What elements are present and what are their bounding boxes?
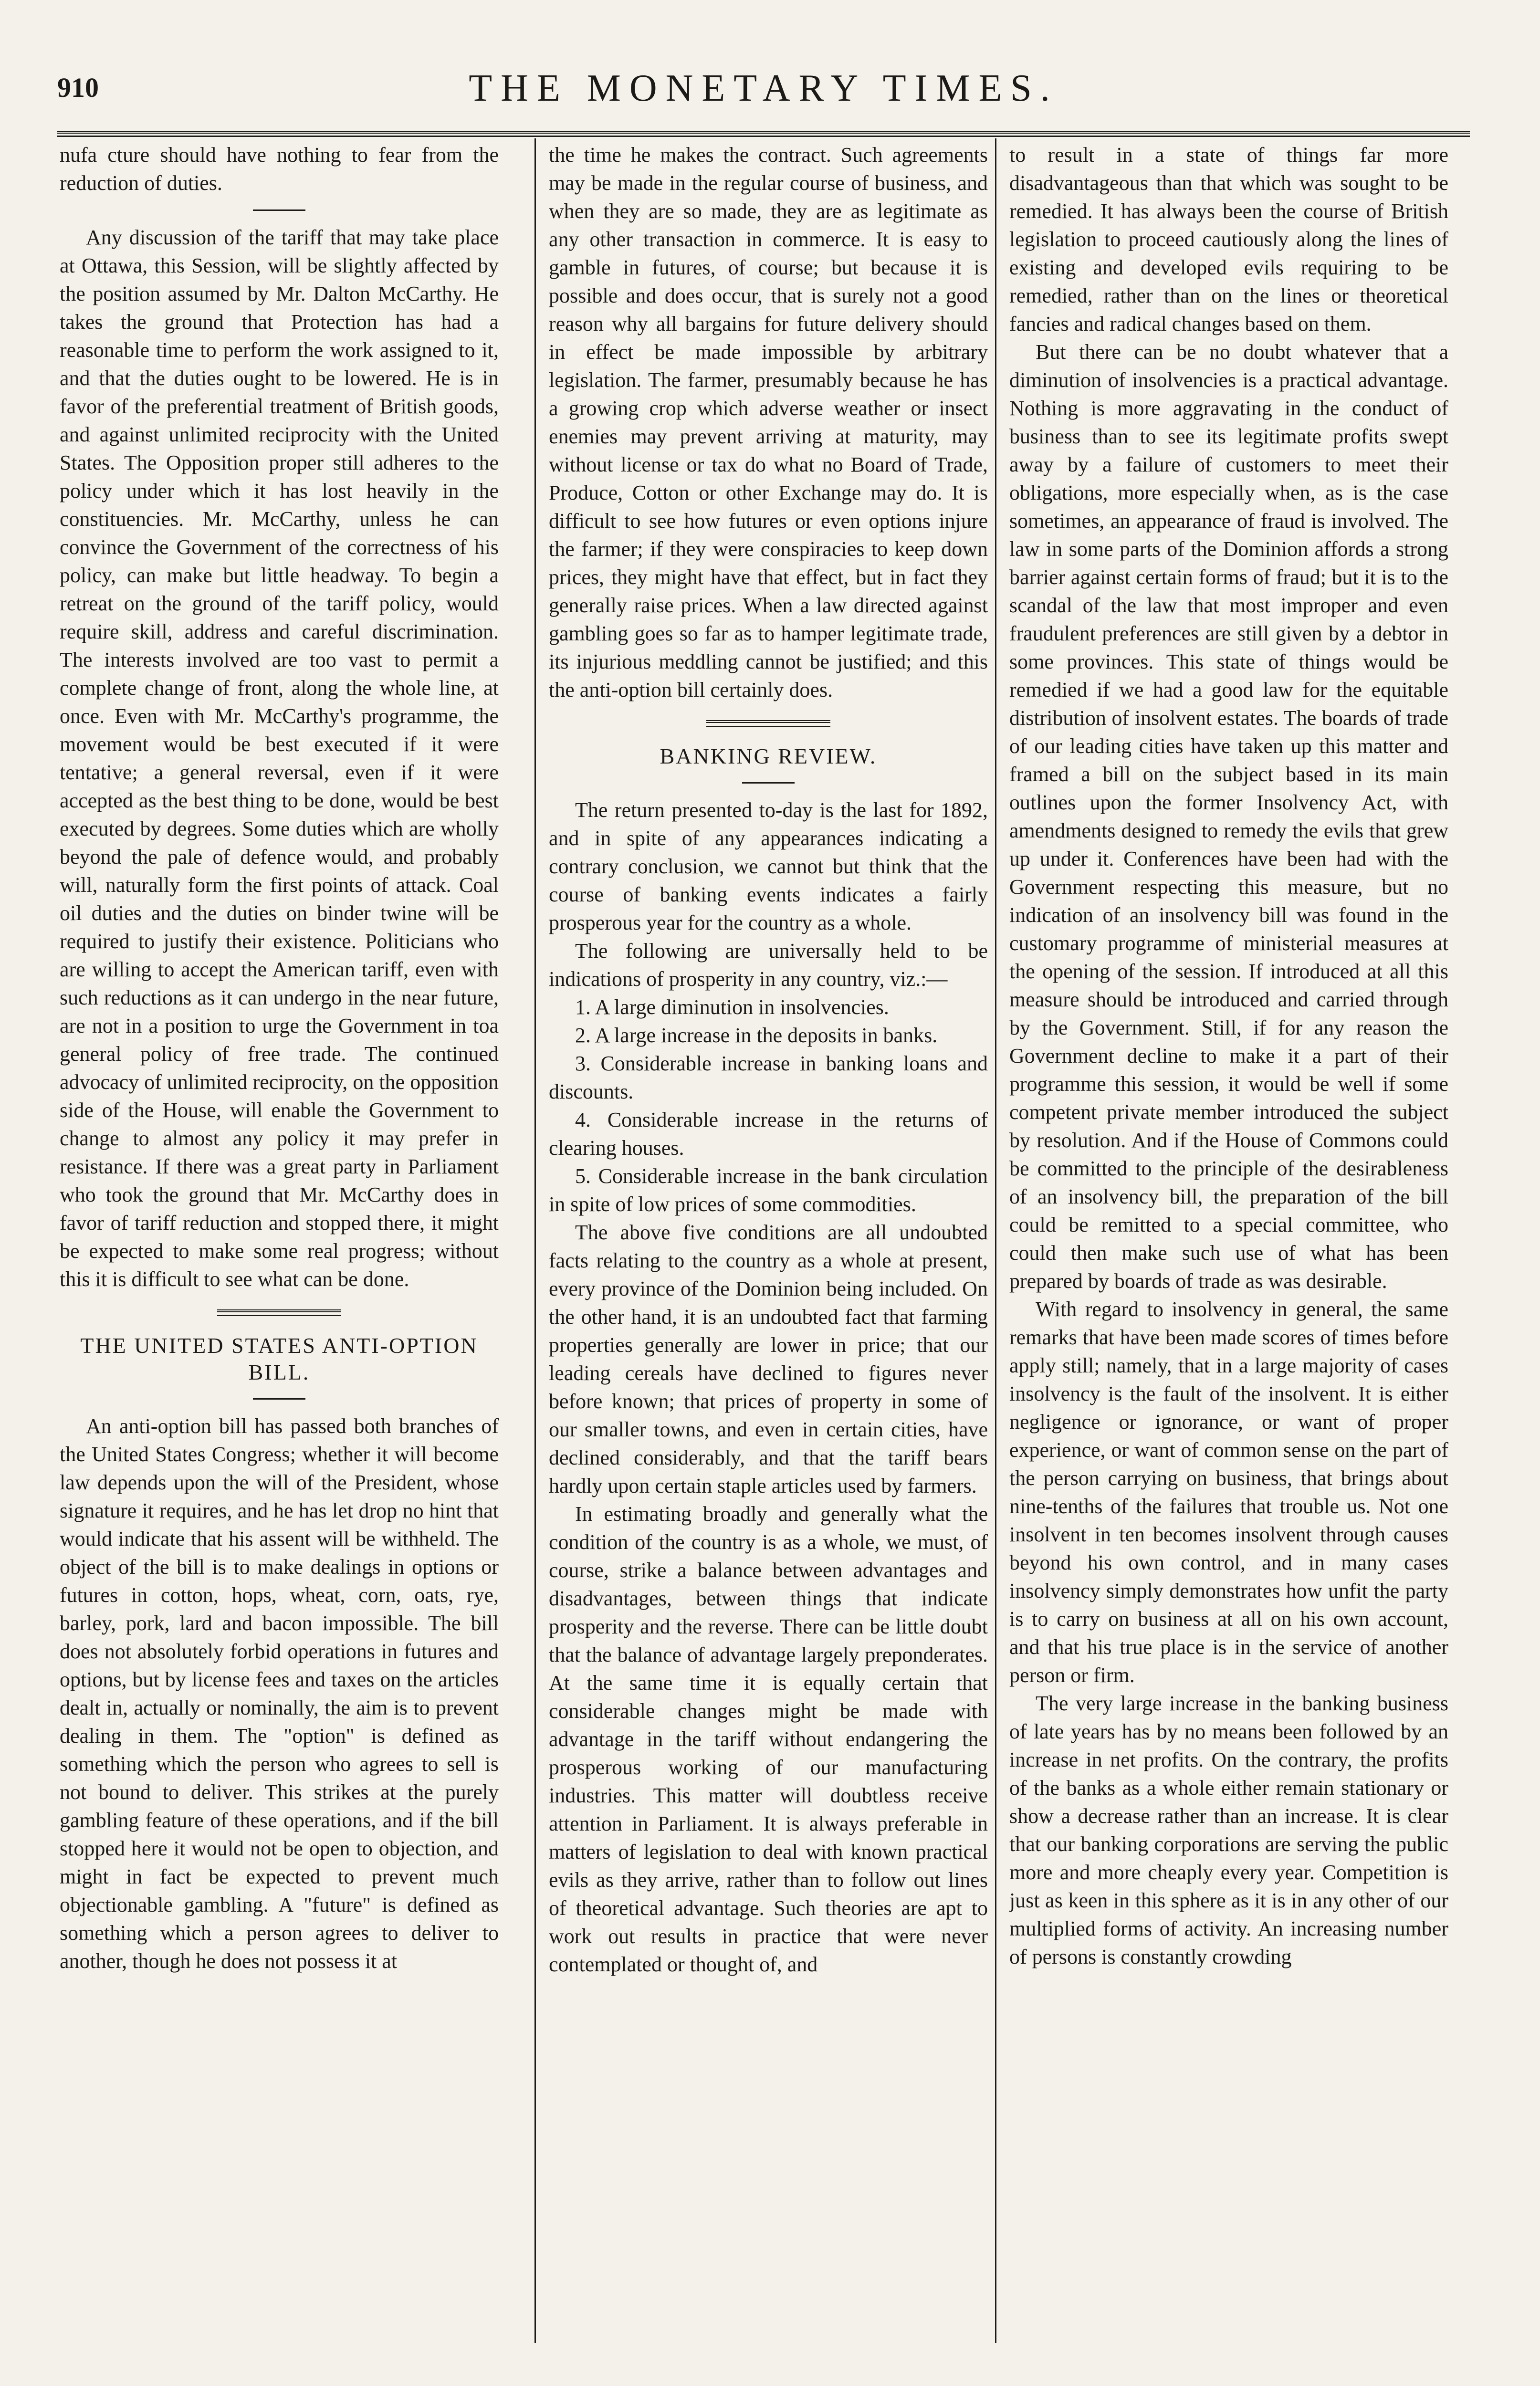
list-item: 3. Considerable increase in banking loans and discounts. xyxy=(549,1052,988,1103)
header-rule xyxy=(57,131,1470,137)
article-heading: THE UNITED STATES ANTI-OPTION BILL. xyxy=(80,1333,478,1384)
page-number: 910 xyxy=(57,72,99,103)
paragraph: With regard to insolvency in general, the same remarks that have been made scores of times before apply still; namely, that in a large majority of cases insolvency is the fault of the insolvent. It is either negligence or ignorance, or want of proper experience, or want of common sense on the part of the person carrying on business, that brings about nine-tenths of the failures that trouble us. Not one insolvent in ten becomes insolvent through causes beyond his own control, and in many cases insolvency simply demonstrates how unfit the party is to carry on business at all on his own account, and that his true place is in the service of another person or firm. xyxy=(1009,1298,1448,1687)
column-divider xyxy=(534,138,536,2343)
list-item: 4. Considerable increase in the returns of clearing houses. xyxy=(549,1108,988,1160)
separator-rule xyxy=(742,782,795,784)
page-header xyxy=(57,67,1470,124)
separator-rule xyxy=(253,1398,305,1400)
paragraph: to result in a state of things far more disadvantageous than that which was sought to be remedied. It has always been the course of British legislation to proceed cautiously along the lines of existing and developed evils requiring to be remedied, rather than on the lines or theoretical fancies and radical changes based on them. xyxy=(1009,143,1448,335)
paragraph: Any discussion of the tariff that may take place at Ottawa, this Session, will be slightly affected by the position assumed by Mr. Dalton McCarthy. He takes the ground that Protection has had a reasonable time to perform the work assigned to it, and that the duties ought to be lowered. He is in favor of the preferential treatment of British goods, and against unlimited reciprocity with the United States. The Opposition proper still adheres to the policy under which it has lost heavily in the constituencies. Mr. McCarthy, unless he can convince the Government of the correctness of his policy, can make but little headway. To begin a retreat on the ground of the tariff policy, would require skill, address and careful discrimination. The interests involved are too vast to permit a complete change of front, along the whole line, at once. Even with Mr. McCarthy's programme, the movement would be best executed if it were tentative; a general reversal, even if it were accepted as the best thing to be done, would be best executed by degrees. Some duties which are wholly beyond the pale of defence would, and probably will, naturally form the first points of attack. Coal oil duties and the duties on binder twine will be required to justify their existence. Politicians who are willing to accept the American tariff, even with such reductions as it can undergo in the near future, are not in a position to urge the Government in toa general policy of free trade. The continued advocacy of unlimited reciprocity, on the opposition side of the House, will enable the Government to change to almost any policy it may prefer in resistance. If there was a great party in Parliament who took the ground that Mr. McCarthy does in favor of tariff reduction and stopped there, it might be expected to make some real progress; without this it is difficult to see what can be done. xyxy=(60,226,499,1291)
paragraph: the time he makes the contract. Such agreements may be made in the regular course of business, and when they are so made, they are as legitimate as any other transaction in commerce. It is easy to gamble in futures, of course; but because it is possible and does occur, that is surely not a good reason why all bargains for future delivery should in effect be made impossible by arbitrary legislation. The farmer, presumably because he has a growing crop which adverse weather or insect enemies may prevent arriving at maturity, may without license or tax do what no Board of Trade, Produce, Cotton or other Exchange may do. It is difficult to see how futures or even options injure the farmer; if they were conspiracies to keep down prices, they might have that effect, but in fact they generally raise prices. When a law directed against gambling goes so far as to hamper legitimate trade, its injurious meddling cannot be justified; and this the anti-option bill certainly does. xyxy=(549,143,988,701)
section-rule xyxy=(217,1309,341,1316)
article-heading: BANKING REVIEW. xyxy=(660,744,877,768)
column-right xyxy=(1009,141,1448,2336)
column-middle xyxy=(549,141,988,2336)
list-item: 1. A large diminution in insolvencies. xyxy=(575,995,889,1019)
paragraph: The following are universally held to be indications of prosperity in any country, viz.:— xyxy=(549,939,988,991)
column-divider xyxy=(995,138,996,2343)
paragraph: In estimating broadly and generally what the condition of the country is as a whole, we must, of course, strike a balance between advantages and disadvantages, between things that indicate prosperity and the reverse. There can be little doubt that the balance of advantage largely preponderates. At the same time it is equally certain that considerable changes might be made with advantage in the tariff without endangering the prosperous working of our manufacturing industries. This matter will doubtless receive attention in Parliament. It is always preferable in matters of legislation to deal with known practical evils as they arrive, rather than to follow out lines of theoretical advantage. Such theories are apt to work out results in practice that were never contemplated or thought of, and xyxy=(549,1502,988,1976)
paragraph: nufa cture should have nothing to fear from the reduction of duties. xyxy=(60,143,499,195)
paragraph: An anti-option bill has passed both branches of the United States Congress; whether it will become law depends upon the will of the President, whose signature it requires, and he has let drop no hint that would indicate that his assent will be withheld. The object of the bill is to make dealings in options or futures in cotton, hops, wheat, corn, oats, rye, barley, pork, lard and bacon impossible. The bill does not absolutely forbid operations in futures and options, but by license fees and taxes on the articles dealt in, actually or nominally, the aim is to prevent dealing in them. The "option" is defined as something which the person who agrees to sell is not bound to deliver. This strikes at the purely gambling feature of these operations, and if the bill stopped here it would not be open to objection, and might in fact be expected to prevent much objectionable gambling. A "future" is defined as something which a person agrees to deliver to another, though he does not possess it at xyxy=(60,1414,499,1973)
section-rule xyxy=(706,720,830,727)
paragraph: The above five conditions are all undoubted facts relating to the country as a whole at present, every province of the Dominion being included. On the other hand, it is an undoubted fact that farming properties generally are lower in price; that our leading cereals have declined to figures never before known; that prices of property in some of our smaller towns, and even in certain cities, have declined considerably, and that the tariff bears hardly upon certain staple articles used by farmers. xyxy=(549,1221,988,1497)
separator-rule xyxy=(253,209,305,211)
paragraph: But there can be no doubt whatever that a diminution of insolvencies is a practical advantage. Nothing is more aggravating in the conduct of business than to see its legitimate profits swept away by a failure of customers to meet their obligations, more especially when, as is the case sometimes, an appearance of fraud is involved. The law in some parts of the Dominion affords a strong barrier against certain forms of fraud; but it is to the scandal of the law that most improper and even fraudulent preferences are still given by a debtor in some provinces. This state of things would be remedied if we had a good law for the equitable distribution of insolvent estates. The boards of trade of our leading cities have taken up this matter and framed a bill on the subject based in its main outlines upon the former Insolvency Act, with amendments designed to remedy the evils that grew up under it. Conferences have been had with the Government respecting this measure, but no indication of an insolvency bill was found in the customary programme of ministerial measures at the opening of the session. If introduced at all this measure should be introduced and carried through by the Government. Still, if for any reason the Government decline to make it a part of their programme this session, it would be well if some competent private member introduced the subject by resolution. And if the House of Commons could be committed to the principle of the desirableness of an insolvency bill, the preparation of the bill could be remitted to a special committee, who could then make such use of what has been prepared by boards of trade as was desirable. xyxy=(1009,340,1448,1293)
list-item: 2. A large increase in the deposits in banks. xyxy=(575,1024,938,1047)
paragraph: The very large increase in the banking business of late years has by no means been followed by an increase in net profits. On the contrary, the profits of the banks as a whole either remain stationary or show a decrease rather than an increase. It is clear that our banking corporations are serving the public more and more cheaply every year. Competition is just as keen in this sphere as it is in any other of our multiplied forms of activity. An increasing number of persons is constantly crowding xyxy=(1009,1692,1448,1968)
list-item: 5. Considerable increase in the bank circulation in spite of low prices of some commodities. xyxy=(549,1164,988,1216)
masthead-title: THE MONETARY TIMES. xyxy=(469,67,1058,109)
column-left xyxy=(60,141,499,2336)
paragraph: The return presented to-day is the last for 1892, and in spite of any appearances indicating a contrary conclusion, we cannot but think that the course of banking events indicates a fairly prosperous year for the country as a whole. xyxy=(549,798,988,934)
